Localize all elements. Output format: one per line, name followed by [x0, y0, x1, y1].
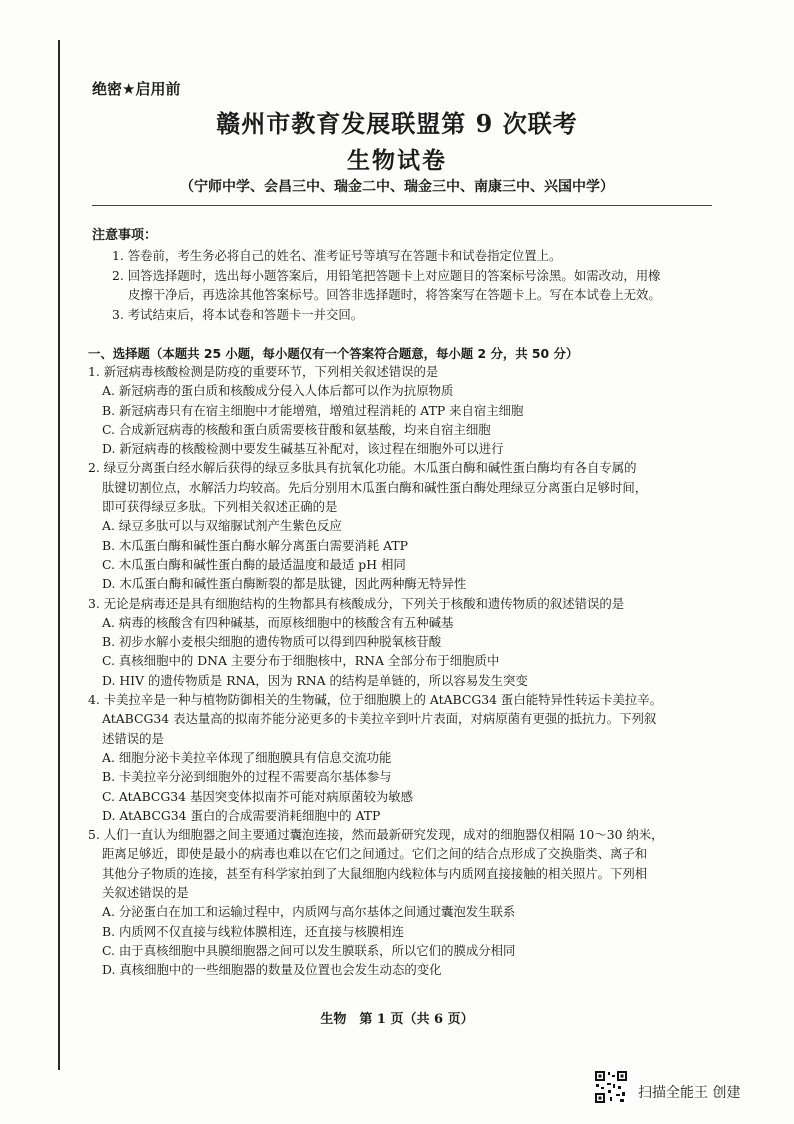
option-c: C. 真核细胞中的 DNA 主要分布于细胞核中，RNA 全部分布于细胞质中 — [102, 653, 500, 669]
page-footer: 生物 第 1 页（共 6 页） — [320, 1012, 474, 1027]
option-a: A. 绿豆多肽可以与双缩脲试剂产生紫色反应 — [102, 518, 342, 534]
question-4 — [88, 690, 728, 825]
qr-code-icon — [594, 1070, 628, 1104]
question-stem: 2. 绿豆分离蛋白经水解后获得的绿豆多肽具有抗氧化功能。木瓜蛋白酶和碱性蛋白酶均有各自专属的 — [88, 460, 637, 476]
question-stem: 5. 人们一直认为细胞器之间主要通过囊泡连接，然而最新研究发现，成对的细胞器仅相隔 10～30 纳米， — [88, 827, 664, 843]
scanner-watermark: 扫描全能王 创建 — [638, 1085, 741, 1101]
note-item-continued: 皮擦干净后，再选涂其他答案标号。回答非选择题时，将答案写在答题卡上。写在本试卷上无效。 — [128, 287, 661, 302]
subject-title: 生物试卷 — [347, 148, 447, 174]
question-2 — [88, 458, 728, 593]
note-item: 1. 答卷前，考生务必将自己的姓名、准考证号等填写在答题卡和试卷指定位置上。 — [112, 248, 562, 263]
option-c: C. 由于真核细胞中具膜细胞器之间可以发生膜联系，所以它们的膜成分相同 — [102, 942, 516, 958]
note-item: 3. 考试结束后，将本试卷和答题卡一并交回。 — [112, 306, 364, 322]
option-b: B. 初步水解小麦根尖细胞的遗传物质可以得到四种脱氧核苷酸 — [102, 634, 442, 650]
question-stem-continued: AtABCG34 表达量高的拟南芥能分泌更多的卡美拉辛到叶片表面，对病原菌有更强的抵抗力。下列叙 — [102, 711, 657, 727]
option-d: D. 新冠病毒的核酸检测中要发生碱基互补配对，该过程在细胞外可以进行 — [102, 441, 504, 457]
school-list: （宁师中学、会昌三中、瑞金二中、瑞金三中、南康三中、兴国中学） — [180, 179, 614, 195]
option-b: B. 新冠病毒只有在宿主细胞中才能增殖，增殖过程消耗的 ATP 来自宿主细胞 — [102, 402, 524, 418]
option-d: D. 真核细胞中的一些细胞器的数量及位置也会发生动态的变化 — [102, 962, 442, 978]
note-item: 2. 回答选择题时，选出每小题答案后，用铅笔把答题卡上对应题目的答案标号涂黑。如需改动，用橡 — [112, 267, 661, 283]
question-1 — [88, 362, 728, 458]
option-c: C. 合成新冠病毒的核酸和蛋白质需要核苷酸和氨基酸，均来自宿主细胞 — [102, 421, 491, 437]
question-stem: 1. 新冠病毒核酸检测是防疫的重要环节，下列相关叙述错误的是 — [88, 364, 439, 379]
question-stem-continued: 距离足够近，即使是最小的病毒也难以在它们之间通过。它们之间的结合点形成了交换脂类、离子和 — [102, 846, 648, 862]
option-d: D. AtABCG34 蛋白的合成需要消耗细胞中的 ATP — [102, 807, 381, 823]
question-stem-continued: 关叙述错误的是 — [102, 885, 189, 901]
question-stem-continued: 即可获得绿豆多肽。下列相关叙述正确的是 — [102, 499, 338, 515]
notes-title: 注意事项： — [92, 228, 158, 243]
option-b: B. 内质网不仅直接与线粒体膜相连，还直接与核膜相连 — [102, 923, 404, 939]
header-divider — [92, 205, 712, 206]
secrecy-label: 绝密★启用前 — [92, 80, 181, 98]
option-c: C. 木瓜蛋白酶和碱性蛋白酶的最适温度和最适 pH 相同 — [102, 556, 406, 572]
section-heading: 一、选择题（本题共 25 小题，每小题仅有一个答案符合题意，每小题 2 分，共 50 分） — [88, 346, 579, 361]
question-list — [88, 362, 728, 980]
question-stem-continued: 述错误的是 — [102, 730, 164, 746]
question-stem-continued: 肽键切割位点，水解活力均较高。先后分别用木瓜蛋白酶和碱性蛋白酶处理绿豆分离蛋白足够时间， — [102, 479, 648, 495]
option-d: D. 木瓜蛋白酶和碱性蛋白酶断裂的都是肽键，因此两种酶无特异性 — [102, 576, 467, 592]
option-b: B. 卡美拉辛分泌到细胞外的过程不需要高尔基体参与 — [102, 769, 392, 785]
question-stem: 3. 无论是病毒还是具有细胞结构的生物都具有核酸成分，下列关于核酸和遗传物质的叙述错误的是 — [88, 595, 625, 611]
exam-title: 赣州市教育发展联盟第 9 次联考 — [216, 109, 578, 138]
option-b: B. 木瓜蛋白酶和碱性蛋白酶水解分离蛋白需要消耗 ATP — [102, 537, 408, 553]
question-3 — [88, 594, 728, 690]
option-a: A. 病毒的核酸含有四种碱基，而原核细胞中的核酸含有五种碱基 — [102, 614, 454, 630]
question-5 — [88, 825, 728, 979]
option-a: A. 分泌蛋白在加工和运输过程中，内质网与高尔基体之间通过囊泡发生联系 — [102, 904, 516, 920]
option-a: A. 细胞分泌卡美拉辛体现了细胞膜具有信息交流功能 — [102, 749, 392, 765]
question-stem: 4. 卡美拉辛是一种与植物防御相关的生物碱，位于细胞膜上的 AtABCG34 蛋白能特异性转运卡美拉辛。 — [88, 692, 663, 708]
option-d: D. HIV 的遗传物质是 RNA，因为 RNA 的结构是单链的，所以容易发生突变 — [102, 672, 528, 688]
option-a: A. 新冠病毒的蛋白质和核酸成分侵入人体后都可以作为抗原物质 — [102, 383, 454, 399]
notes-list — [112, 246, 712, 324]
question-stem-continued: 其他分子物质的连接，甚至有科学家拍到了大鼠细胞内线粒体与内质网直接接触的相关照片。下列相 — [102, 865, 648, 881]
option-c: C. AtABCG34 基因突变体拟南芥可能对病原菌较为敏感 — [102, 788, 414, 804]
